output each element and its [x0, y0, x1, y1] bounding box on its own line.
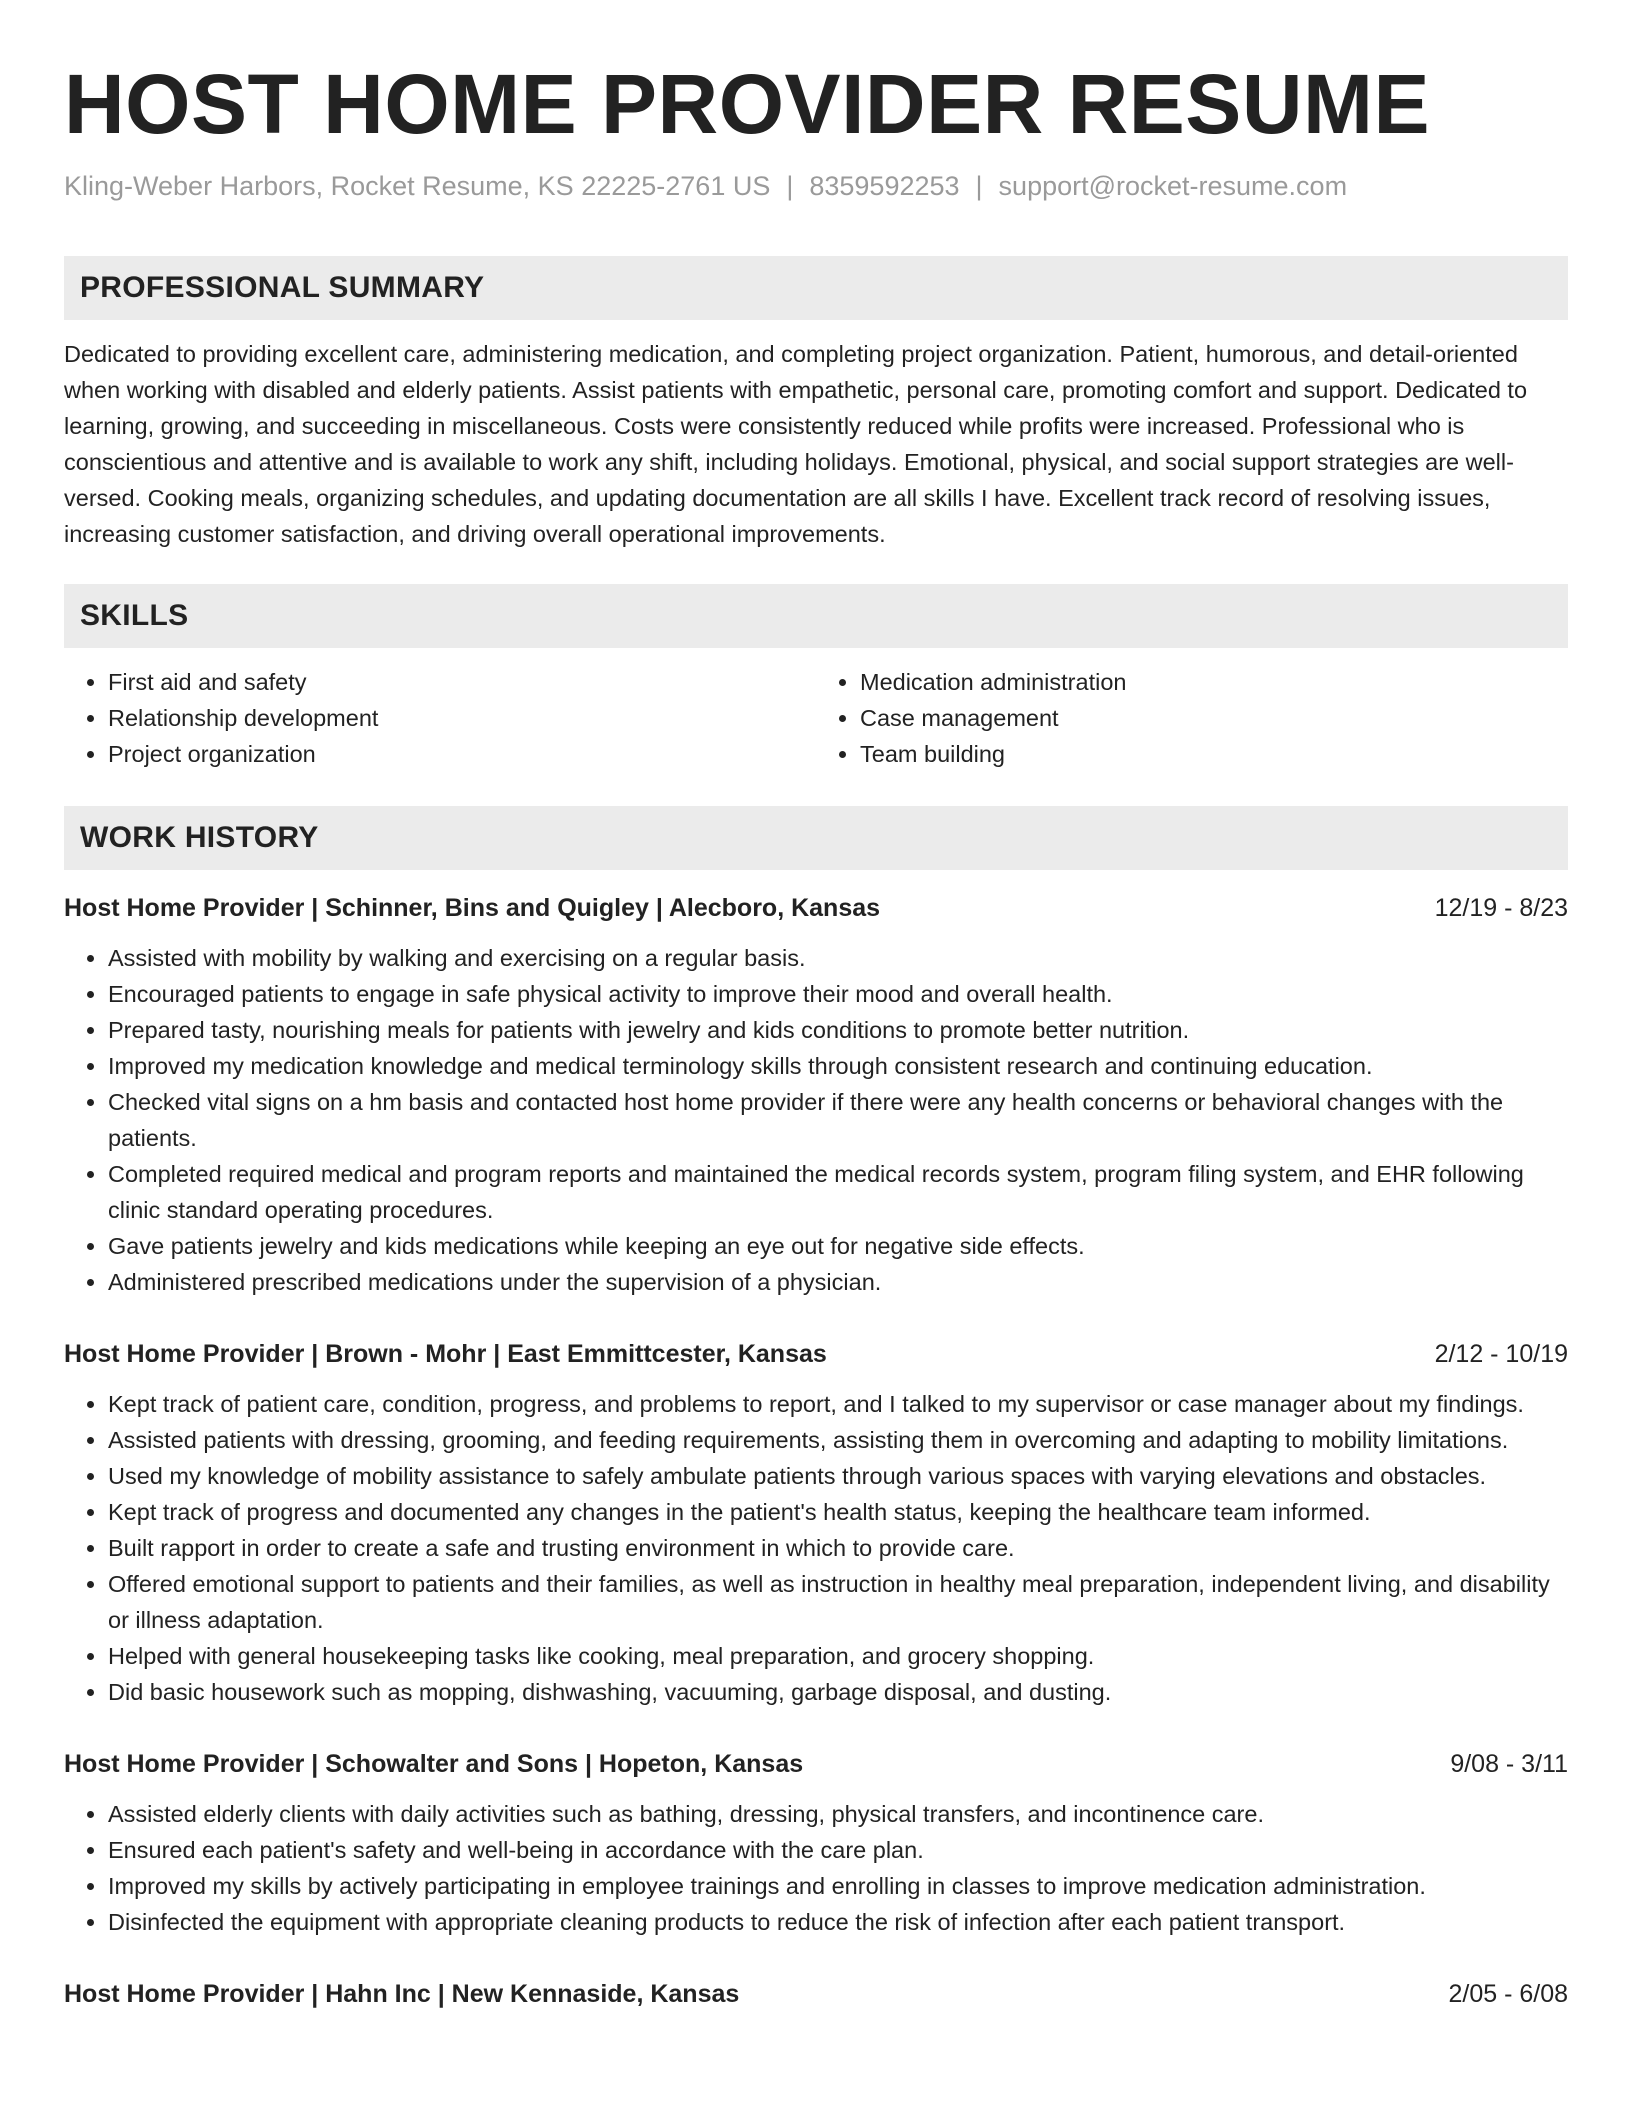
skill-item: • Project organization [108, 736, 816, 772]
job-title: Host Home Provider | Schinner, Bins and Quigley | Alecboro, Kansas [64, 894, 881, 922]
job-bullet: • Used my knowledge of mobility assistance to safely ambulate patients through various spaces with varying elevations and obstacles. [108, 1458, 1568, 1494]
job-dates: 9/08 - 3/11 [1450, 1750, 1568, 1778]
job-bullet: • Helped with general housekeeping tasks like cooking, meal preparation, and grocery shopping. [108, 1638, 1568, 1674]
job-bullet: • Encouraged patients to engage in safe physical activity to improve their mood and overall health. [108, 976, 1568, 1012]
job-dates: 2/05 - 6/08 [1448, 1980, 1568, 2008]
job-bullet: • Prepared tasty, nourishing meals for patients with jewelry and kids conditions to promote better nutrition. [108, 1012, 1568, 1048]
job-dates: 2/12 - 10/19 [1434, 1340, 1568, 1368]
job-bullet: • Ensured each patient's safety and well-being in accordance with the care plan. [108, 1832, 1568, 1868]
summary-section-header: PROFESSIONAL SUMMARY [64, 256, 1568, 320]
job-bullet: • Built rapport in order to create a safe and trusting environment in which to provide care. [108, 1530, 1568, 1566]
job-bullet: • Completed required medical and program reports and maintained the medical records system, program filing system, and EHR following clinic standard operating procedures. [108, 1156, 1568, 1228]
job-header [64, 890, 1568, 926]
job-title: Host Home Provider | Hahn Inc | New Kennaside, Kansas [64, 1980, 740, 2008]
job-bullet: • Assisted patients with dressing, grooming, and feeding requirements, assisting them in overcoming and adapting to mobility limitations. [108, 1422, 1568, 1458]
contact-email: support@rocket-resume.com [998, 171, 1348, 201]
contact-separator: | [786, 171, 794, 201]
skills-grid [64, 664, 1568, 772]
job-bullet: • Did basic housework such as mopping, dishwashing, vacuuming, garbage disposal, and dusting. [108, 1674, 1568, 1710]
skill-item: • Team building [860, 736, 1568, 772]
job-bullet: • Assisted elderly clients with daily activities such as bathing, dressing, physical transfers, and incontinence care. [108, 1796, 1568, 1832]
job-title: Host Home Provider | Brown - Mohr | East Emmittcester, Kansas [64, 1340, 827, 1368]
skill-item: • First aid and safety [108, 664, 816, 700]
job-dates: 12/19 - 8/23 [1434, 894, 1568, 922]
job-entry [64, 1976, 1568, 2012]
job-bullet: • Kept track of progress and documented any changes in the patient's health status, keeping the healthcare team informed. [108, 1494, 1568, 1530]
contact-line [64, 168, 1568, 204]
job-header [64, 1336, 1568, 1372]
resume-title: HOST HOME PROVIDER RESUME [64, 57, 1430, 151]
job-title: Host Home Provider | Schowalter and Sons | Hopeton, Kansas [64, 1750, 804, 1778]
contact-address: Kling-Weber Harbors, Rocket Resume, KS 22225-2761 US [64, 171, 771, 201]
skill-item: • Case management [860, 700, 1568, 736]
job-bullets [64, 1796, 1568, 1940]
skills-column-left [64, 664, 816, 772]
job-bullet: • Improved my skills by actively participating in employee trainings and enrolling in classes to improve medication administration. [108, 1868, 1568, 1904]
job-bullet: • Disinfected the equipment with appropriate cleaning products to reduce the risk of infection after each patient transport. [108, 1904, 1568, 1940]
job-bullet: • Gave patients jewelry and kids medications while keeping an eye out for negative side effects. [108, 1228, 1568, 1264]
job-bullets [64, 940, 1568, 1300]
job-bullet: • Assisted with mobility by walking and exercising on a regular basis. [108, 940, 1568, 976]
job-bullet: • Improved my medication knowledge and medical terminology skills through consistent research and continuing education. [108, 1048, 1568, 1084]
contact-separator: | [975, 171, 983, 201]
job-entry [64, 890, 1568, 1300]
skills-section-header: SKILLS [64, 584, 1568, 648]
job-bullet: • Administered prescribed medications under the supervision of a physician. [108, 1264, 1568, 1300]
contact-phone: 8359592253 [809, 171, 960, 201]
skill-item: • Relationship development [108, 700, 816, 736]
job-bullets [64, 1386, 1568, 1710]
skills-column-right [816, 664, 1568, 772]
job-bullet: • Offered emotional support to patients and their families, as well as instruction in healthy meal preparation, independent living, and disability or illness adaptation. [108, 1566, 1568, 1638]
job-bullet: • Checked vital signs on a hm basis and contacted host home provider if there were any health concerns or behavioral changes with the patients. [108, 1084, 1568, 1156]
job-entry [64, 1336, 1568, 1710]
work-history-section-header: WORK HISTORY [64, 806, 1568, 870]
job-header [64, 1976, 1568, 2012]
summary-text: Dedicated to providing excellent care, administering medication, and completing project organization. Patient, humorous, and detail-oriented when working with disabled and elderly patients. Assist patients with empathetic, personal care, promoting comfort and support. Dedicated to learning, growing, and succeeding in miscellaneous. Costs were consistently reduced while profits were increased. Professional who is conscientious and attentive and is available to work any shift, including holidays. Emotional, physical, and social support strategies are well-versed. Cooking meals, organizing schedules, and updating documentation are all skills I have. Excellent track record of resolving issues, increasing customer satisfaction, and driving overall operational improvements. [64, 341, 1528, 547]
job-entry [64, 1746, 1568, 1940]
skill-item: • Medication administration [860, 664, 1568, 700]
job-header [64, 1746, 1568, 1782]
job-bullet: • Kept track of patient care, condition, progress, and problems to report, and I talked to my supervisor or case manager about my findings. [108, 1386, 1568, 1422]
